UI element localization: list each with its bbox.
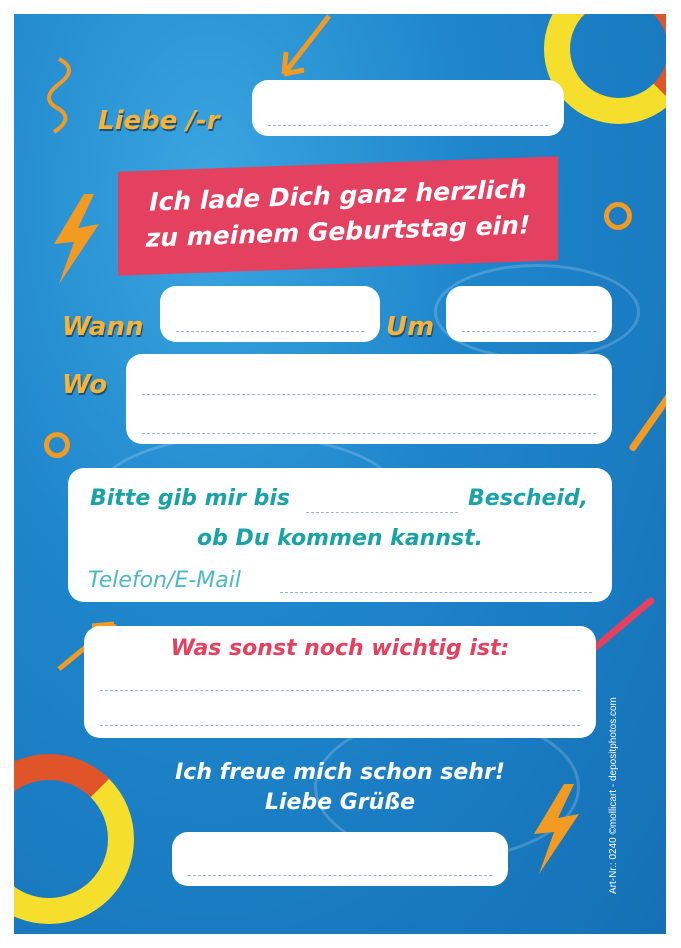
- credit-text: Art-Nr.: 0240 ©mollicart - depositphotos.com: [608, 697, 619, 894]
- rsvp-date-field[interactable]: [306, 512, 458, 513]
- ring-icon: [44, 432, 70, 458]
- invitation-banner: [118, 156, 558, 275]
- signature-field[interactable]: [172, 832, 508, 886]
- contact-label: Telefon/E-Mail: [88, 568, 241, 593]
- squiggle-decoration: [34, 54, 84, 134]
- arrow-icon: [274, 14, 334, 84]
- closing-line-1: Ich freue mich schon sehr!: [175, 760, 505, 785]
- location-field[interactable]: [126, 354, 612, 444]
- lightning-icon: [44, 194, 104, 284]
- banner-line-1: Ich lade Dich ganz herzlich: [149, 174, 527, 217]
- name-field[interactable]: [252, 80, 564, 136]
- invitation-card: [14, 14, 666, 934]
- banner-line-2: zu meinem Geburtstag ein!: [145, 210, 531, 253]
- rsvp-box: [68, 468, 612, 602]
- time-label: Um: [386, 312, 435, 342]
- contact-field[interactable]: [280, 592, 592, 593]
- when-label: Wann: [62, 312, 144, 342]
- closing-line-2: Liebe Grüße: [264, 790, 416, 815]
- notes-label: Was sonst noch wichtig ist:: [170, 636, 510, 661]
- rsvp-text-b: Bescheid,: [468, 486, 589, 511]
- stripe-decoration: [628, 383, 666, 453]
- notes-box[interactable]: [84, 626, 596, 738]
- time-field[interactable]: [446, 286, 612, 342]
- where-label: Wo: [62, 370, 108, 400]
- rsvp-text-line2: ob Du kommen kannst.: [197, 526, 483, 551]
- rsvp-text-a: Bitte gib mir bis: [90, 486, 290, 511]
- date-field[interactable]: [160, 286, 380, 342]
- ring-icon: [604, 202, 632, 230]
- greeting-label: Liebe /-r: [98, 106, 220, 136]
